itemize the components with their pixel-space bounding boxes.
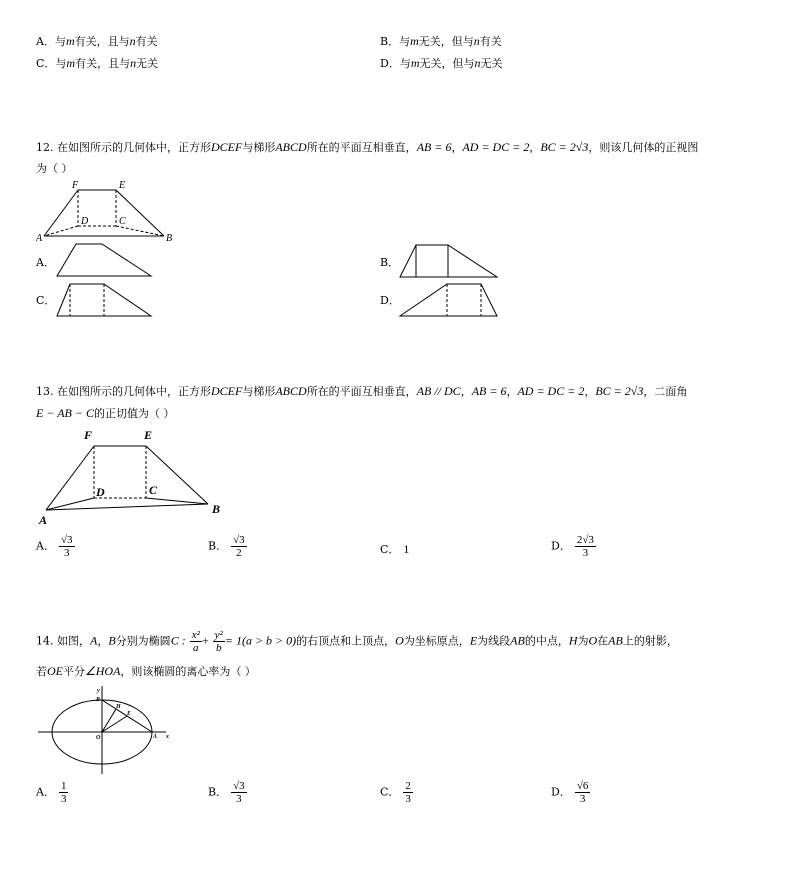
- label-b: B: [212, 502, 221, 516]
- stem-text: 为坐标原点，: [403, 634, 470, 648]
- q14-option-b[interactable]: [208, 780, 247, 805]
- option-value: 1: [403, 542, 410, 556]
- option-letter: B．: [380, 35, 400, 48]
- option-letter: A．: [36, 539, 55, 553]
- stem-text: 在: [597, 634, 609, 648]
- q13-option-a[interactable]: [36, 534, 75, 559]
- stem-text: 为线段: [477, 634, 511, 648]
- option-text: 有关: [479, 35, 502, 48]
- math-bc: BC = 2√3: [595, 384, 644, 398]
- option-letter: C．: [380, 543, 400, 556]
- fraction-x: [190, 629, 202, 654]
- denominator: 3: [405, 793, 411, 805]
- label-b: B: [96, 697, 101, 703]
- stem-text: 分别为椭圆: [115, 634, 171, 648]
- denominator: 3: [579, 793, 586, 805]
- label-a: A: [36, 233, 43, 244]
- denominator: a: [193, 642, 199, 654]
- stem-text: 12. 在如图所示的几何体中，正方形: [36, 141, 211, 154]
- option-letter: D．: [380, 57, 400, 70]
- option-letter: C．: [36, 57, 56, 70]
- plus-sign: +: [201, 633, 209, 648]
- stem-text: 所在的平面互相垂直，: [306, 385, 417, 398]
- q13-solid-figure: [36, 424, 232, 528]
- math-abcd: ABCD: [275, 140, 307, 154]
- math-b: B: [108, 633, 116, 648]
- math-ab-parallel-dc: AB // DC: [416, 384, 461, 398]
- label-e: E: [119, 180, 126, 191]
- option-text: 与: [399, 35, 411, 48]
- q12-option-c-figure[interactable]: [54, 281, 154, 319]
- q12-solid-figure: [36, 178, 186, 244]
- label-e: E: [144, 428, 153, 442]
- math-ab: AB: [510, 633, 525, 648]
- separator: ，: [460, 385, 472, 398]
- stem-text: 14. 如图，: [36, 634, 90, 648]
- option-letter: A．: [36, 35, 55, 48]
- q12-option-b-letter[interactable]: B．: [380, 256, 400, 269]
- q12-option-d-figure[interactable]: [397, 281, 501, 319]
- var-m: m: [65, 34, 75, 48]
- denominator: 3: [63, 547, 70, 559]
- denominator: 3: [236, 793, 242, 805]
- stem-text: ，则该几何体的正视图: [588, 141, 699, 154]
- math-ad-dc: AD = DC = 2: [462, 140, 530, 154]
- option-letter: B．: [208, 539, 228, 553]
- q11-option-a[interactable]: [36, 33, 158, 49]
- q13-stem-line2: [36, 405, 174, 421]
- math-abcd: ABCD: [275, 384, 307, 398]
- var-m: m: [410, 34, 419, 48]
- fraction: [59, 780, 69, 805]
- var-m: m: [410, 56, 420, 70]
- separator: ，: [584, 385, 596, 398]
- stem-text: 所在的平面互相垂直，: [306, 141, 417, 154]
- numerator: √3: [233, 534, 245, 546]
- q12-stem-line1: [36, 139, 698, 155]
- q12-option-a-figure[interactable]: [54, 241, 154, 279]
- fraction: [575, 780, 591, 805]
- var-n: n: [473, 34, 480, 48]
- label-o: O: [96, 735, 101, 741]
- label-y: y: [97, 688, 100, 694]
- denominator: 3: [60, 793, 67, 805]
- option-letter: B．: [208, 785, 228, 799]
- denominator: 2: [236, 547, 242, 559]
- label-b: B: [166, 233, 173, 244]
- option-text: 与: [399, 57, 411, 70]
- option-text: 与: [55, 57, 67, 70]
- fraction-y: [213, 629, 225, 654]
- option-text: 无关: [136, 57, 159, 70]
- option-text: 有关，且与: [74, 35, 130, 48]
- option-text: 有关，且与: [75, 57, 131, 70]
- math-angle: ∠HOA: [85, 664, 121, 678]
- separator: ，: [97, 634, 109, 648]
- math-condition: = 1(a > b > 0): [224, 633, 297, 648]
- option-letter: C．: [380, 785, 400, 799]
- label-f: F: [84, 428, 93, 442]
- math-c: C :: [170, 633, 186, 648]
- stem-text: 上的射影，: [622, 634, 678, 648]
- var-n: n: [130, 56, 137, 70]
- option-text: 无关，但与: [419, 57, 475, 70]
- q13-option-b[interactable]: [208, 534, 247, 559]
- q13-option-d[interactable]: [551, 534, 596, 559]
- numerator: √3: [60, 534, 73, 546]
- math-ab: AB: [608, 633, 623, 648]
- math-o: O: [395, 633, 404, 648]
- label-c: C: [149, 483, 158, 497]
- q11-option-b[interactable]: [380, 33, 502, 49]
- option-text: 无关: [480, 57, 503, 70]
- q14-stem-line1: [36, 629, 678, 654]
- var-n: n: [129, 34, 136, 48]
- q14-option-a[interactable]: [36, 780, 68, 805]
- q13-stem-line1: [36, 383, 687, 399]
- stem-text: 13. 在如图所示的几何体中，正方形: [36, 385, 211, 398]
- math-e: E: [469, 633, 478, 648]
- stem-text: 的右顶点和上顶点，: [296, 634, 396, 648]
- segment-oe: [102, 716, 127, 732]
- separator: ，: [451, 141, 463, 154]
- q12-option-d-letter[interactable]: D．: [380, 294, 400, 307]
- stem-text: 为: [577, 634, 589, 648]
- math-oe: OE: [47, 664, 63, 678]
- stem-text: 的中点，: [524, 634, 569, 648]
- option-letter: D．: [551, 539, 571, 553]
- label-a: A: [39, 513, 48, 527]
- math-ab: AB = 6: [471, 384, 507, 398]
- math-h: H: [568, 633, 578, 648]
- label-d: D: [81, 216, 89, 227]
- numerator: x²: [191, 629, 200, 641]
- option-text: 无关，但与: [418, 35, 474, 48]
- stem-text: ，二面角: [643, 385, 688, 398]
- label-e: E: [127, 711, 132, 717]
- denominator: b: [216, 642, 222, 654]
- var-m: m: [66, 56, 76, 70]
- numerator: 2: [405, 780, 411, 792]
- label-d: D: [96, 485, 105, 499]
- math-dcef: DCEF: [211, 384, 243, 398]
- math-ad-dc: AD = DC = 2: [517, 384, 585, 398]
- q12-option-c-letter[interactable]: C．: [36, 294, 56, 307]
- stem-text: 与梯形: [242, 385, 276, 398]
- numerator: 1: [60, 780, 67, 792]
- math-dcef: DCEF: [211, 140, 243, 154]
- option-letter: D．: [551, 785, 571, 799]
- q12-option-a-letter[interactable]: A．: [36, 256, 55, 269]
- fraction: [59, 534, 75, 559]
- stem-text: 的正切值为（ ）: [93, 407, 175, 420]
- denominator: 3: [582, 547, 589, 559]
- fraction: [403, 780, 413, 805]
- separator: ，: [529, 141, 541, 154]
- segment-oh: [102, 709, 116, 732]
- separator: ，: [506, 385, 518, 398]
- option-letter: A．: [36, 785, 55, 799]
- numerator: 2√3: [576, 534, 594, 546]
- stem-text: 若: [36, 665, 47, 678]
- label-h: H: [116, 704, 121, 710]
- numerator: y²: [214, 629, 223, 641]
- stem-text: 与梯形: [242, 141, 276, 154]
- numerator: √6: [576, 780, 589, 792]
- label-a: A: [153, 734, 158, 740]
- q14-option-c[interactable]: [380, 780, 413, 805]
- q14-option-d[interactable]: [551, 780, 590, 805]
- label-x: x: [166, 734, 169, 740]
- var-n: n: [474, 56, 481, 70]
- label-f: F: [72, 180, 79, 191]
- math-o: O: [588, 633, 598, 648]
- fraction: [231, 780, 247, 805]
- q11-option-d[interactable]: [380, 55, 503, 71]
- fraction: [575, 534, 596, 559]
- q12-option-b-figure[interactable]: [397, 242, 501, 280]
- numerator: √3: [233, 780, 245, 792]
- label-c: C: [119, 216, 126, 227]
- math-a: A: [90, 633, 98, 648]
- option-text: 有关: [135, 35, 158, 48]
- q13-option-c[interactable]: [380, 541, 409, 557]
- q11-option-c[interactable]: [36, 55, 158, 71]
- fraction: [231, 534, 247, 559]
- option-text: 与: [54, 35, 66, 48]
- math-ab: AB = 6: [416, 140, 452, 154]
- math-bc: BC = 2√3: [540, 140, 589, 154]
- stem-text: 平分: [63, 665, 85, 678]
- q14-stem-line2: [36, 663, 256, 679]
- q14-ellipse-figure: [36, 684, 176, 776]
- q12-stem-line2: 为（ ）: [36, 162, 73, 175]
- stem-text: ，则该椭圆的离心率为（ ）: [120, 665, 256, 678]
- math-dihedral: E − AB − C: [36, 406, 94, 420]
